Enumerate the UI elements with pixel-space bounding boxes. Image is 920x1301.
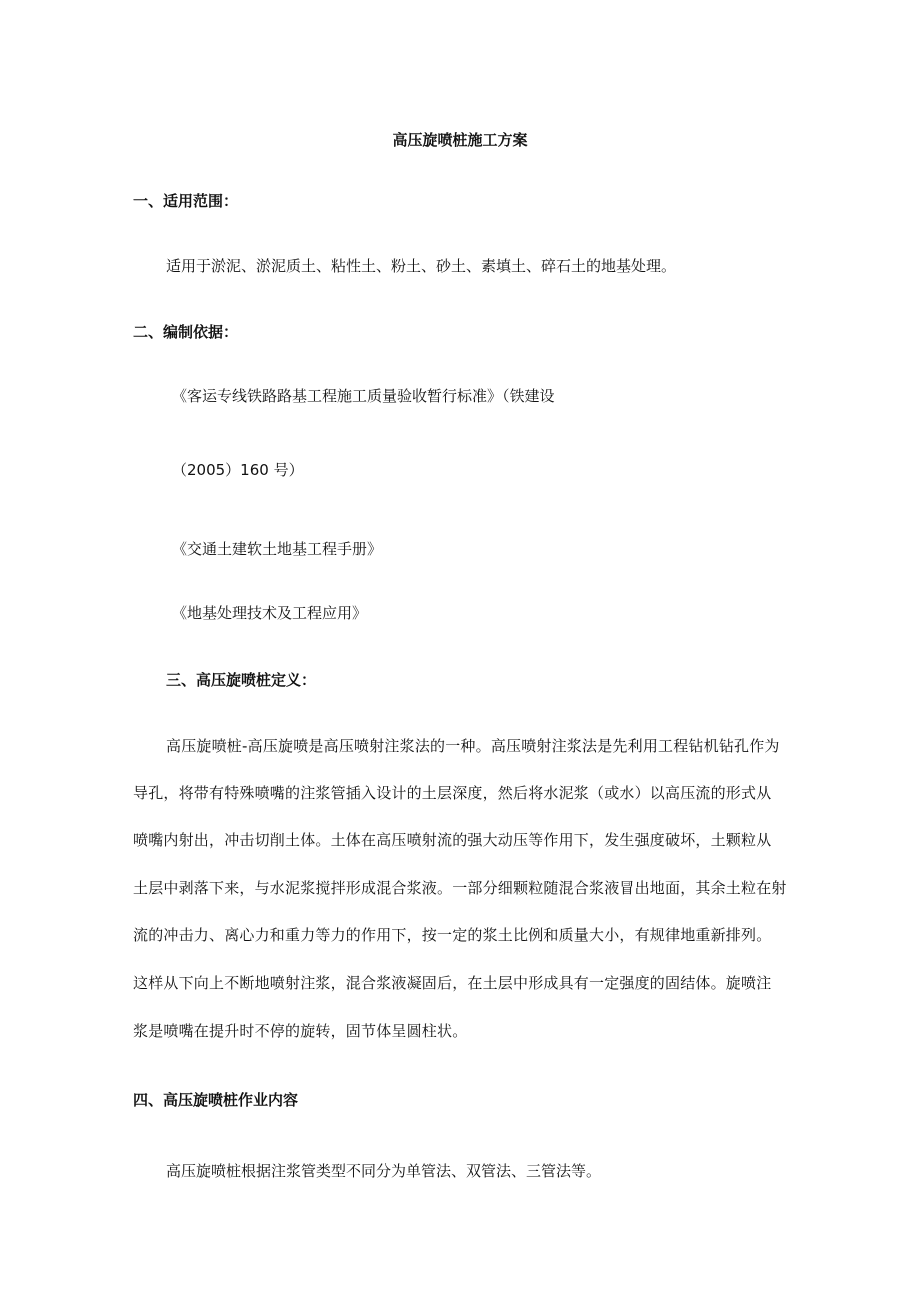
- section3-line-7: 浆是喷嘴在提升时不停的旋转，固节体呈圆柱状。: [133, 1022, 468, 1040]
- section3-line-3: 喷嘴内射出，冲击切削土体。土体在高压喷射流的强大动压等作用下，发生强度破坏，土颗粒从: [133, 831, 772, 849]
- reference-1-line-1: 《客运专线铁路路基工程施工质量验收暂行标准》（铁建设: [172, 387, 555, 405]
- section1-body: 适用于淤泥、淤泥质土、粘性土、粉土、砂土、素填土、碎石土的地基处理。: [166, 257, 677, 275]
- section2-heading: 二、编制依据：: [133, 323, 239, 341]
- section3-line-2: 导孔，将带有特殊喷嘴的注浆管插入设计的土层深度，然后将水泥浆（或水）以高压流的形式从: [133, 784, 772, 802]
- section3-line-1: 高压旋喷桩-高压旋喷是高压喷射注浆法的一种。高压喷射注浆法是先利用工程钻机钻孔作为: [166, 737, 780, 755]
- section1-heading: 一、适用范围：: [133, 192, 239, 210]
- reference-2: 《交通土建软土地基工程手册》: [172, 540, 383, 558]
- reference-1-line-2: （2005）160 号）: [172, 461, 304, 479]
- section3-line-5: 流的冲击力、离心力和重力等力的作用下，按一定的浆土比例和质量大小，有规律地重新排列。: [133, 926, 772, 944]
- section3-line-6: 这样从下向上不断地喷射注浆，混合浆液凝固后，在土层中形成具有一定强度的固结体。旋喷注: [133, 974, 772, 992]
- section3-line-4: 土层中剥落下来，与水泥浆搅拌形成混合浆液。一部分细颗粒随混合浆液冒出地面，其余土粒在射: [133, 879, 787, 897]
- reference-3: 《地基处理技术及工程应用》: [172, 604, 368, 622]
- document-title: 高压旋喷桩施工方案: [392, 131, 528, 149]
- section4-heading: 四、高压旋喷桩作业内容: [133, 1091, 299, 1109]
- section3-heading: 三、高压旋喷桩定义：: [166, 671, 317, 689]
- section4-body: 高压旋喷桩根据注浆管类型不同分为单管法、双管法、三管法等。: [166, 1162, 602, 1180]
